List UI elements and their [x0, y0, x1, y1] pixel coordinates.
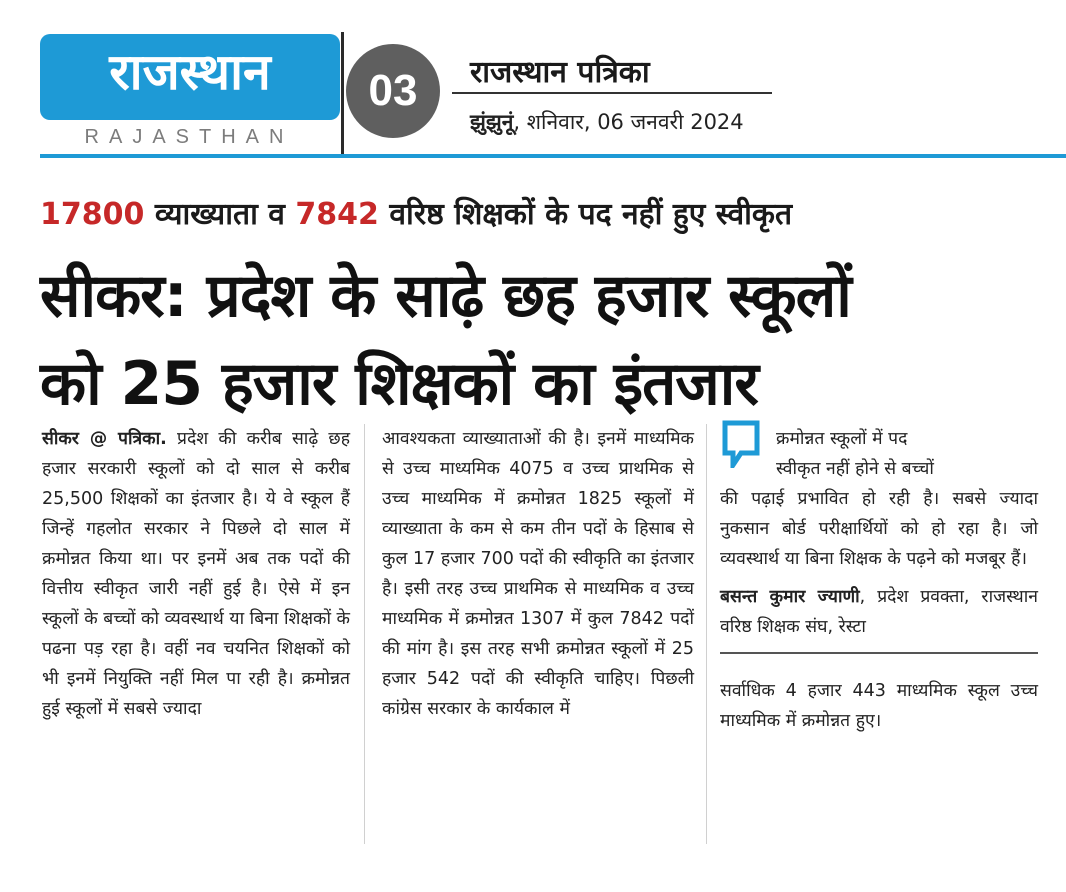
- section-title: राजस्थान: [109, 43, 271, 101]
- quote-body: की पढ़ाई प्रभावित हो रही है। सबसे ज्यादा नुकसान बोर्ड परीक्षार्थियों को हो रहा है। जो व्यवस्थार्थ या बिना शिक्षक के पढ़ने को मजबूर हैं।: [720, 489, 1038, 569]
- page-number-badge: 03: [346, 44, 440, 138]
- article-column-2: [382, 424, 694, 724]
- headline-line-2: को 25 हजार शिक्षकों का इंतजार: [40, 349, 758, 419]
- article-dateline: सीकर @ पत्रिका.: [42, 429, 167, 449]
- kicker-text-2: वरिष्ठ शिक्षकों के पद नहीं हुए स्वीकृत: [378, 197, 793, 232]
- article-column-1: [42, 424, 350, 724]
- quote-attribution: [720, 582, 1038, 642]
- article-headline: [40, 252, 1060, 428]
- edition-date: , शनिवार, 06 जनवरी 2024: [513, 110, 744, 134]
- kicker-number-teachers: 7842: [295, 197, 379, 232]
- header-rule: [452, 92, 772, 94]
- headline-line-1: सीकर: प्रदेश के साढ़े छह हजार स्कूलों: [40, 261, 851, 331]
- edition-city: झुंझुनूं: [470, 110, 514, 134]
- section-subtitle: RAJASTHAN: [84, 126, 294, 148]
- fact-box: सर्वाधिक 4 हजार 443 माध्यमिक स्कूल उच्च माध्यमिक में क्रमोन्नत हुए।: [720, 681, 1038, 731]
- body-text: आवश्यकता व्याख्याताओं की है। इनमें माध्यमिक से उच्च माध्यमिक 4075 व उच्च प्राथमिक से उच्च माध्यमिक में क्रमोन्नत 1825 स्कूलों में व्याख्याता के कम से कम तीन पदों के हिसाब से कुल 17 हजार 700 पदों की स्वीकृति का इंतजार है। इसी तरह उच्च प्राथमिक से माध्यमिक व उच्च माध्यमिक में क्रमोन्नत 1307 में कुल 7842 पदों की मांग है। इस तरह सभी क्रमोन्नत स्कूलों में 25 हजार 542 पदों की स्वीकृति चाहिए। पिछली कांग्रेस सरकार के कार्यकाल में: [382, 429, 694, 719]
- newspaper-name: राजस्थान पत्रिका: [470, 55, 650, 90]
- sidebar-rule: [720, 652, 1038, 654]
- masthead-divider: [341, 32, 344, 154]
- edition-dateline: [470, 108, 744, 136]
- quote-author-name: बसन्त कुमार ज्याणी: [720, 587, 860, 607]
- quote-line-1: क्रमोन्नत स्कूलों में पद: [776, 429, 908, 449]
- body-text: प्रदेश की करीब साढ़े छह हजार सरकारी स्कूलों को दो साल से करीब 25,500 शिक्षकों का इंतजार है। ये वे स्कूल हैं जिन्हें गहलोत सरकार ने पिछले दो साल में क्रमोन्नत किया था। पर इनमें अब तक पदों की वित्तीय स्वीकृत जारी नहीं हुई है। ऐसे में इन स्कूलों के बच्चों को व्यवस्थार्थ या बिना शिक्षकों के पढना पड़ रहा है। वहीं नव चयनित शिक्षकों को भी इनमें नियुक्ति नहीं मिल पा रही है। क्रमोन्नत हुई स्कूलों में सबसे ज्यादा: [42, 429, 350, 719]
- article-kicker: [40, 192, 792, 233]
- kicker-text-1: व्याख्याता व: [144, 197, 296, 232]
- column-divider: [364, 424, 365, 844]
- kicker-number-lecturers: 17800: [40, 197, 145, 232]
- column-divider: [706, 424, 707, 844]
- masthead-rule: [40, 154, 1066, 158]
- sidebar-column: [720, 424, 1038, 736]
- quote-line-2: स्वीकृत नहीं होने से बच्चों: [776, 459, 934, 479]
- quote-author-title: , प्रदेश प्रवक्ता, राजस्थान वरिष्ठ शिक्षक संघ, रेस्टा: [720, 587, 1038, 637]
- body-paragraph: [42, 424, 350, 724]
- pull-quote: [720, 424, 1038, 574]
